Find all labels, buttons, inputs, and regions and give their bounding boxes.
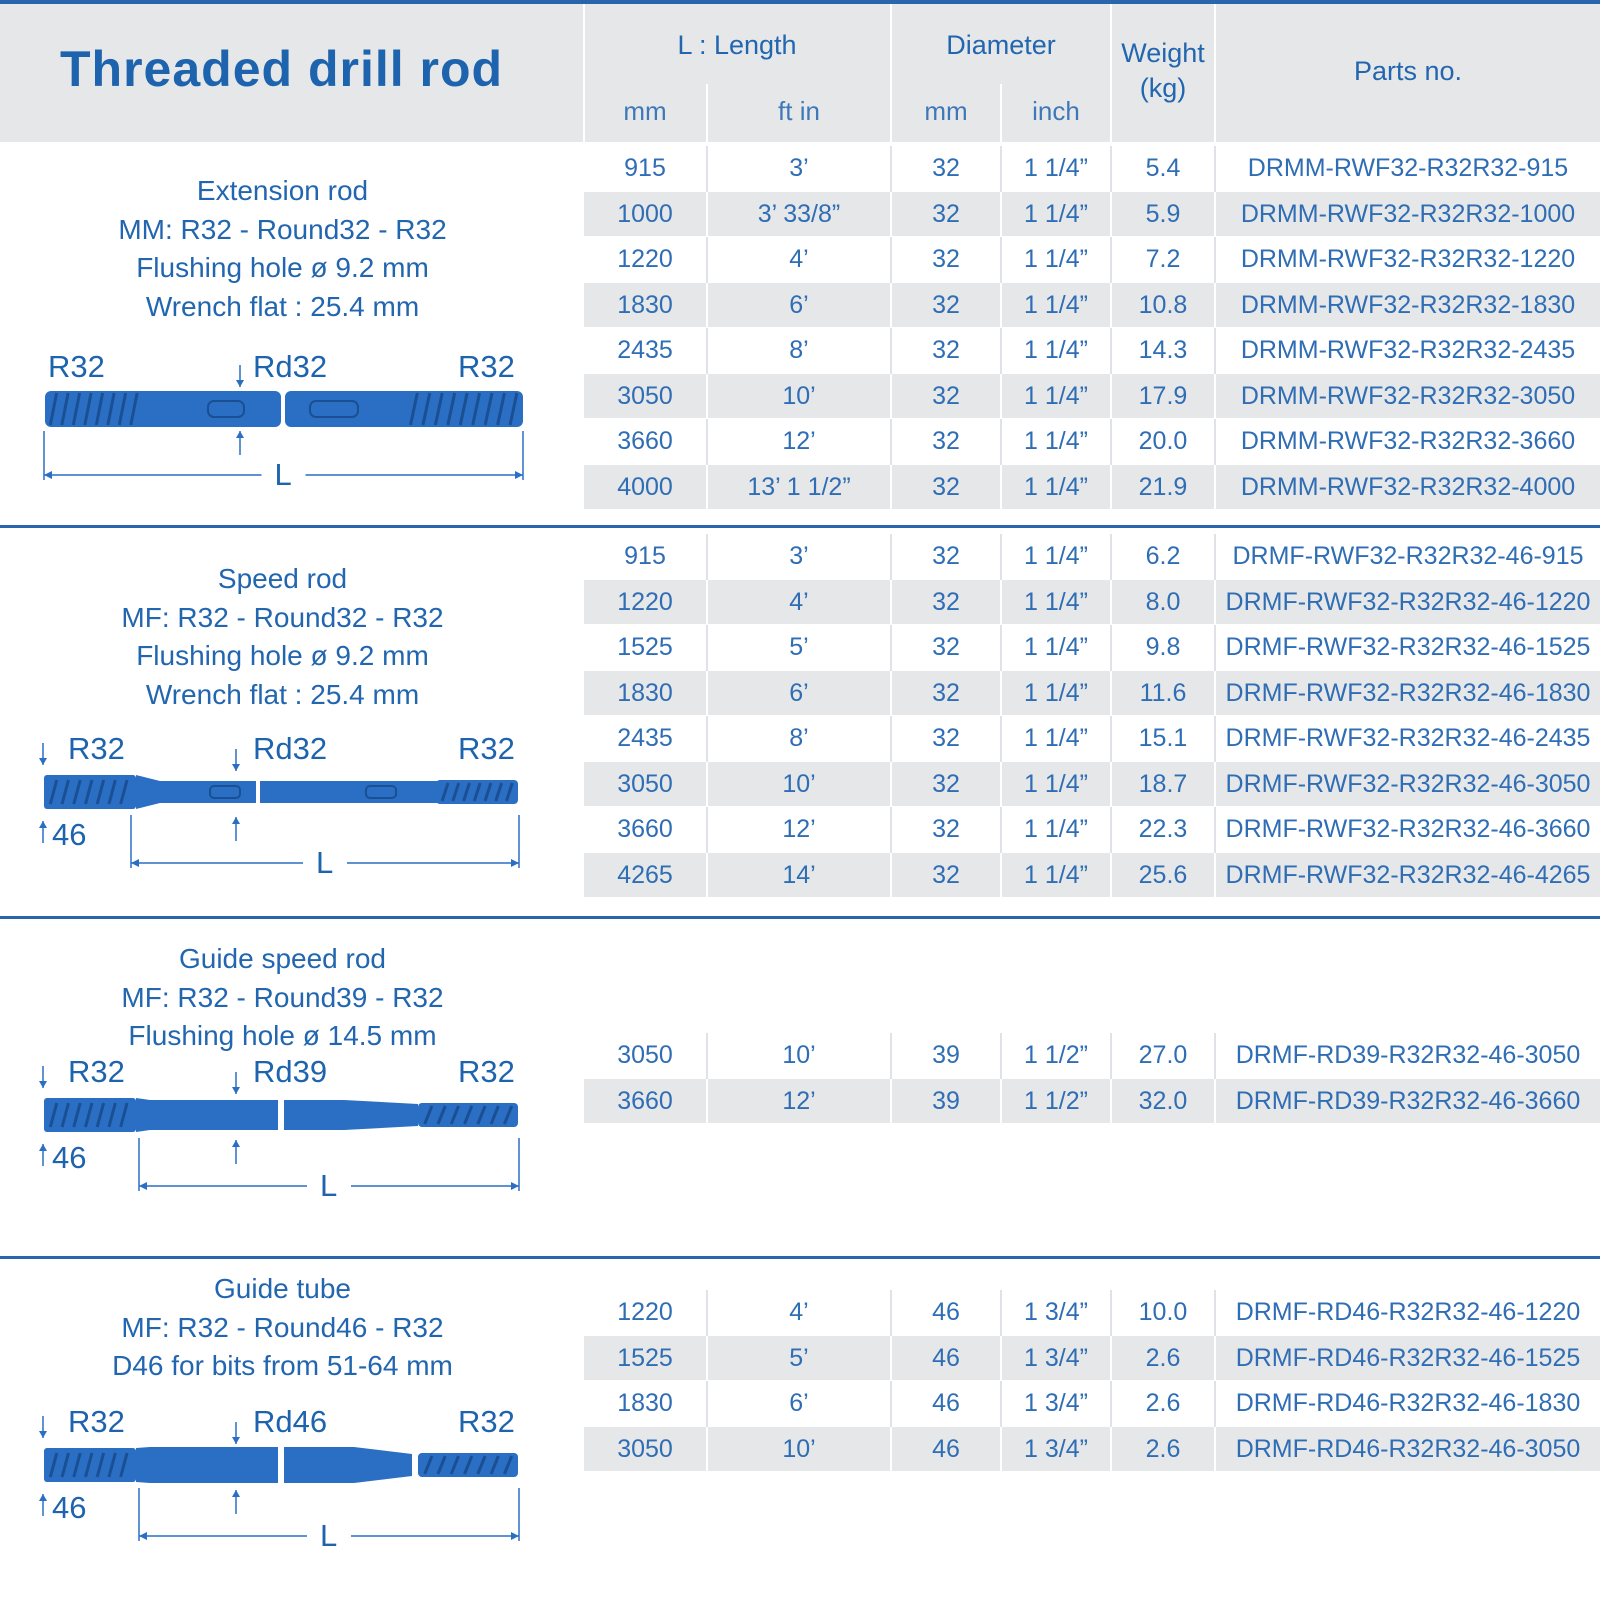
cell-mm: 4000	[617, 472, 673, 501]
round-label: Rd32	[253, 349, 328, 384]
cell-dmm: 32	[932, 199, 960, 228]
table-row	[584, 419, 1600, 465]
table-row	[584, 625, 1600, 671]
cell-mm: 4265	[617, 860, 673, 889]
arrow-head	[232, 817, 240, 824]
arrow-head	[44, 471, 52, 479]
cell-kg: 2.6	[1145, 1389, 1181, 1417]
product-name: Guide tube	[214, 1273, 351, 1304]
header-weight: Weight	[1121, 38, 1205, 68]
cell-kg: 27.0	[1138, 1041, 1188, 1069]
cell-dmm: 32	[932, 678, 960, 707]
rod-taper	[136, 775, 160, 809]
cell-ftin: 4’	[789, 1298, 809, 1326]
cell-part: DRMM-RWF32-R32R32-915	[1247, 154, 1569, 182]
cell-dmm: 32	[932, 472, 960, 501]
cell-dinch: 1 1/4”	[1024, 245, 1088, 273]
cell-kg: 10.8	[1138, 290, 1188, 319]
cell-dmm: 32	[932, 381, 960, 410]
table-row	[584, 192, 1600, 238]
cell-dinch: 1 1/4”	[1024, 633, 1088, 661]
page-title: Threaded drill rod	[60, 41, 504, 97]
cell-kg: 5.9	[1145, 199, 1181, 228]
arrow-head	[511, 1182, 519, 1190]
cell-dinch: 1 1/4”	[1024, 427, 1088, 455]
rod-taper	[136, 1447, 150, 1483]
cell-dinch: 1 1/4”	[1024, 724, 1088, 752]
arrow-head	[39, 1081, 47, 1088]
cell-part: DRMF-RD39-R32R32-46-3050	[1235, 1041, 1581, 1069]
arrow-head	[39, 821, 47, 828]
spec-table	[584, 1033, 1600, 1124]
arrow-head	[232, 764, 240, 771]
table-row	[584, 716, 1600, 762]
arrow-head	[232, 1140, 240, 1147]
cell-dinch: 1 3/4”	[1024, 1298, 1088, 1326]
cell-kg: 22.3	[1138, 815, 1188, 843]
cell-ftin: 10’	[782, 1041, 816, 1069]
cell-dmm: 32	[932, 154, 960, 182]
cell-ftin: 8’	[789, 724, 809, 752]
cell-ftin: 12’	[782, 427, 816, 455]
thread-label-left: R32	[68, 731, 125, 766]
cell-mm: 1830	[617, 1389, 673, 1417]
cell-ftin: 6’	[789, 290, 809, 319]
arrow-head	[236, 431, 244, 438]
cell-kg: 21.9	[1138, 472, 1188, 501]
table-row	[584, 1427, 1600, 1473]
cell-kg: 2.6	[1145, 1434, 1181, 1463]
table-row	[584, 146, 1600, 192]
rod-body	[150, 1100, 278, 1130]
cell-mm: 3660	[617, 1086, 673, 1115]
cell-kg: 5.4	[1145, 154, 1181, 182]
cell-part: DRMF-RWF32-R32R32-46-1525	[1225, 633, 1591, 661]
rod-taper	[344, 1100, 418, 1130]
cell-dmm: 32	[932, 724, 960, 752]
cell-dmm: 32	[932, 769, 960, 798]
section-divider	[0, 1256, 1600, 1259]
length-label: L	[320, 1168, 338, 1203]
cell-ftin: 3’	[789, 154, 809, 182]
cell-mm: 2435	[617, 336, 673, 364]
section-guide-tube	[0, 1260, 1600, 1600]
product-description	[0, 940, 565, 1056]
cell-kg: 15.1	[1138, 724, 1188, 752]
cell-ftin: 5’	[789, 633, 809, 661]
product-spec: MF: R32 - Round39 - R32	[121, 981, 444, 1013]
round-label: Rd46	[253, 1404, 328, 1439]
cell-ftin: 6’	[789, 678, 809, 707]
cell-part: DRMM-RWF32-R32R32-1830	[1240, 290, 1576, 319]
cell-part: DRMF-RD46-R32R32-46-1220	[1235, 1298, 1581, 1326]
cell-ftin: 3’	[789, 542, 809, 570]
length-label: L	[320, 1518, 338, 1553]
section-guide-speed-rod	[0, 920, 1600, 1255]
cell-kg: 11.6	[1139, 678, 1187, 707]
cell-dinch: 1 1/2”	[1024, 1041, 1088, 1069]
cell-mm: 1000	[617, 199, 673, 228]
cell-kg: 17.9	[1138, 381, 1188, 410]
arrow-head	[515, 471, 523, 479]
product-detail: Flushing hole ø 9.2 mm	[136, 640, 429, 671]
table-row	[584, 1290, 1600, 1336]
thread-label-left: R32	[48, 349, 105, 384]
product-spec: MF: R32 - Round46 - R32	[121, 1311, 444, 1343]
cell-ftin: 4’	[789, 587, 809, 616]
table-row	[584, 580, 1600, 626]
header-length-mm: mm	[623, 96, 667, 126]
table-header	[0, 4, 1600, 142]
cell-part: DRMF-RWF32-R32R32-46-4265	[1225, 860, 1591, 889]
cell-dinch: 1 3/4”	[1024, 1343, 1088, 1372]
arrow-head	[39, 758, 47, 765]
table-row	[584, 534, 1600, 580]
cell-dinch: 1 1/2”	[1024, 1086, 1088, 1115]
product-name: Speed rod	[217, 563, 348, 594]
cell-part: DRMM-RWF32-R32R32-4000	[1240, 472, 1576, 501]
arrow-head	[39, 1494, 47, 1501]
cell-mm: 3050	[617, 381, 673, 410]
cell-kg: 8.0	[1145, 587, 1181, 616]
cell-dinch: 1 1/4”	[1024, 336, 1088, 364]
round-label: Rd39	[253, 1054, 328, 1089]
cell-dinch: 1 1/4”	[1024, 472, 1088, 501]
cell-dinch: 1 3/4”	[1024, 1389, 1088, 1417]
section-divider	[0, 916, 1600, 919]
thread-label-right: R32	[458, 1404, 515, 1439]
cell-mm: 3050	[617, 1041, 673, 1069]
arrow-head	[236, 380, 244, 387]
cell-dinch: 1 1/4”	[1024, 587, 1088, 616]
cell-mm: 1220	[617, 1298, 673, 1326]
cell-ftin: 10’	[782, 381, 816, 410]
cell-mm: 1220	[617, 245, 673, 273]
cell-mm: 915	[624, 542, 666, 570]
arrow-head	[232, 1437, 240, 1444]
product-spec: MM: R32 - Round32 - R32	[118, 213, 447, 245]
product-detail: Wrench flat : 25.4 mm	[145, 290, 420, 322]
shank-diameter-label: 46	[52, 1140, 87, 1175]
cell-part: DRMM-RWF32-R32R32-3660	[1240, 427, 1576, 455]
product-description	[0, 172, 565, 326]
thread-label-left: R32	[68, 1404, 125, 1439]
header-diameter-mm: mm	[924, 96, 968, 126]
cell-dinch: 1 1/4”	[1024, 769, 1088, 798]
cell-dmm: 32	[932, 245, 960, 273]
cell-mm: 1220	[617, 587, 673, 616]
cell-kg: 6.2	[1145, 542, 1181, 570]
cell-dinch: 1 1/4”	[1024, 381, 1088, 410]
cell-ftin: 8’	[789, 336, 809, 364]
cell-ftin: 12’	[782, 1086, 816, 1115]
cell-mm: 1830	[617, 678, 673, 707]
cell-dmm: 39	[932, 1086, 960, 1115]
rod-diagram	[0, 731, 560, 915]
section-divider	[0, 525, 1600, 528]
shank-diameter-label: 46	[52, 817, 87, 852]
cell-part: DRMF-RWF32-R32R32-46-1830	[1225, 678, 1591, 707]
cell-dmm: 32	[932, 860, 960, 889]
cell-ftin: 12’	[782, 815, 816, 843]
table-row	[584, 1336, 1600, 1382]
cell-dinch: 1 3/4”	[1024, 1434, 1088, 1463]
header-diameter: Diameter	[946, 30, 1056, 60]
cell-dmm: 46	[932, 1298, 960, 1326]
table-row	[584, 853, 1600, 899]
cell-mm: 3050	[617, 769, 673, 798]
cell-ftin: 6’	[789, 1389, 809, 1417]
table-row	[584, 283, 1600, 329]
spec-table	[584, 534, 1600, 898]
product-name: Guide speed rod	[178, 943, 387, 974]
cell-kg: 32.0	[1138, 1086, 1188, 1115]
product-name: Extension rod	[196, 175, 369, 206]
table-row	[584, 807, 1600, 853]
cell-ftin: 10’	[782, 1434, 816, 1463]
table-row	[584, 1033, 1600, 1079]
thread-label-right: R32	[458, 349, 515, 384]
cell-kg: 2.6	[1145, 1343, 1181, 1372]
header-diameter-inch: inch	[1032, 96, 1080, 126]
arrow-head	[232, 1087, 240, 1094]
product-detail: Flushing hole ø 9.2 mm	[136, 252, 429, 283]
header-weight-unit: (kg)	[1139, 73, 1187, 103]
table-row	[584, 237, 1600, 283]
product-detail: Flushing hole ø 14.5 mm	[128, 1020, 437, 1051]
cell-kg: 18.7	[1138, 769, 1188, 798]
product-detail: D46 for bits from 51-64 mm	[112, 1350, 453, 1381]
thread-label-left: R32	[68, 1054, 125, 1089]
cell-part: DRMF-RWF32-R32R32-46-915	[1232, 542, 1584, 570]
cell-dmm: 32	[932, 427, 960, 455]
cell-mm: 3660	[617, 427, 673, 455]
rod-body	[284, 1100, 344, 1130]
spec-table	[584, 146, 1600, 510]
cell-dinch: 1 1/4”	[1024, 815, 1088, 843]
header-length-ftin: ft in	[778, 96, 820, 126]
cell-dinch: 1 1/4”	[1024, 154, 1088, 182]
cell-dmm: 32	[932, 587, 960, 616]
cell-dmm: 46	[932, 1434, 960, 1463]
cell-part: DRMM-RWF32-R32R32-1000	[1240, 199, 1576, 228]
table-row	[584, 465, 1600, 511]
table-row	[584, 328, 1600, 374]
arrow-head	[139, 1182, 147, 1190]
cell-part: DRMF-RWF32-R32R32-46-3660	[1225, 815, 1591, 843]
header-parts-no: Parts no.	[1353, 56, 1463, 86]
product-description	[0, 560, 565, 714]
table-row	[584, 1079, 1600, 1125]
length-label: L	[274, 457, 292, 492]
rod-body	[150, 1447, 278, 1483]
cell-ftin: 10’	[782, 769, 816, 798]
cell-dinch: 1 1/4”	[1024, 542, 1088, 570]
cell-ftin: 5’	[789, 1343, 809, 1372]
cell-mm: 3660	[617, 815, 673, 843]
arrow-head	[139, 1532, 147, 1540]
arrow-head	[39, 1144, 47, 1151]
cell-dinch: 1 1/4”	[1024, 678, 1088, 707]
cell-dmm: 32	[932, 633, 960, 661]
cell-ftin: 4’	[789, 245, 809, 273]
arrow-head	[131, 859, 139, 867]
product-detail: Wrench flat : 25.4 mm	[145, 678, 420, 710]
rod-diagram	[0, 347, 560, 527]
cell-mm: 915	[624, 154, 666, 182]
section-extension-rod	[0, 142, 1600, 522]
cell-mm: 1830	[617, 290, 673, 319]
spec-table	[584, 1290, 1600, 1472]
arrow-head	[39, 1431, 47, 1438]
cell-mm: 1525	[617, 633, 673, 661]
table-row	[584, 1381, 1600, 1427]
cell-ftin: 13’ 1 1/2”	[747, 472, 851, 501]
cell-kg: 14.3	[1138, 336, 1188, 364]
cell-kg: 7.2	[1145, 245, 1181, 273]
table-row	[584, 671, 1600, 717]
product-spec: MF: R32 - Round32 - R32	[121, 601, 444, 633]
cell-mm: 3050	[617, 1434, 673, 1463]
rod-diagram	[0, 1054, 560, 1238]
cell-part: DRMF-RD46-R32R32-46-1830	[1235, 1389, 1581, 1417]
thread-label-right: R32	[458, 731, 515, 766]
cell-dinch: 1 1/4”	[1024, 290, 1088, 319]
cell-ftin: 3’ 33/8”	[757, 199, 841, 228]
round-label: Rd32	[253, 731, 328, 766]
cell-dmm: 39	[932, 1041, 960, 1069]
cell-part: DRMM-RWF32-R32R32-3050	[1240, 381, 1576, 410]
length-label: L	[316, 845, 334, 880]
rod-body	[284, 1447, 354, 1483]
rod-body	[160, 781, 256, 803]
thread-label-right: R32	[458, 1054, 515, 1089]
cell-part: DRMF-RD46-R32R32-46-1525	[1235, 1343, 1581, 1372]
shank-diameter-label: 46	[52, 1490, 87, 1525]
cell-part: DRMF-RWF32-R32R32-46-3050	[1225, 769, 1591, 798]
arrow-head	[511, 859, 519, 867]
cell-dmm: 46	[932, 1389, 960, 1417]
product-description	[0, 1270, 565, 1386]
cell-dmm: 32	[932, 815, 960, 843]
cell-part: DRMM-RWF32-R32R32-1220	[1240, 245, 1576, 273]
cell-part: DRMF-RWF32-R32R32-46-1220	[1225, 587, 1591, 616]
cell-dinch: 1 1/4”	[1024, 860, 1088, 889]
section-speed-rod	[0, 530, 1600, 915]
cell-kg: 25.6	[1138, 860, 1188, 889]
cell-kg: 9.8	[1145, 633, 1181, 661]
cell-ftin: 14’	[782, 860, 816, 889]
header-length: L : Length	[677, 30, 797, 60]
cell-part: DRMF-RD39-R32R32-46-3660	[1235, 1086, 1581, 1115]
rod-taper	[136, 1098, 150, 1132]
rod-taper	[354, 1447, 412, 1483]
table-row	[584, 374, 1600, 420]
cell-dmm: 32	[932, 542, 960, 570]
cell-dinch: 1 1/4”	[1024, 199, 1088, 228]
arrow-head	[232, 1490, 240, 1497]
table-row	[584, 762, 1600, 808]
cell-part: DRMF-RD46-R32R32-46-3050	[1235, 1434, 1581, 1463]
cell-dmm: 32	[932, 336, 960, 364]
rod-diagram	[0, 1404, 560, 1588]
cell-dmm: 32	[932, 290, 960, 319]
cell-mm: 2435	[617, 724, 673, 752]
rod-body	[260, 781, 440, 803]
cell-part: DRMF-RWF32-R32R32-46-2435	[1225, 724, 1591, 752]
arrow-head	[511, 1532, 519, 1540]
cell-part: DRMM-RWF32-R32R32-2435	[1240, 336, 1576, 364]
cell-dmm: 46	[932, 1343, 960, 1372]
cell-kg: 20.0	[1138, 427, 1188, 455]
cell-kg: 10.0	[1138, 1298, 1188, 1326]
cell-mm: 1525	[617, 1343, 673, 1372]
